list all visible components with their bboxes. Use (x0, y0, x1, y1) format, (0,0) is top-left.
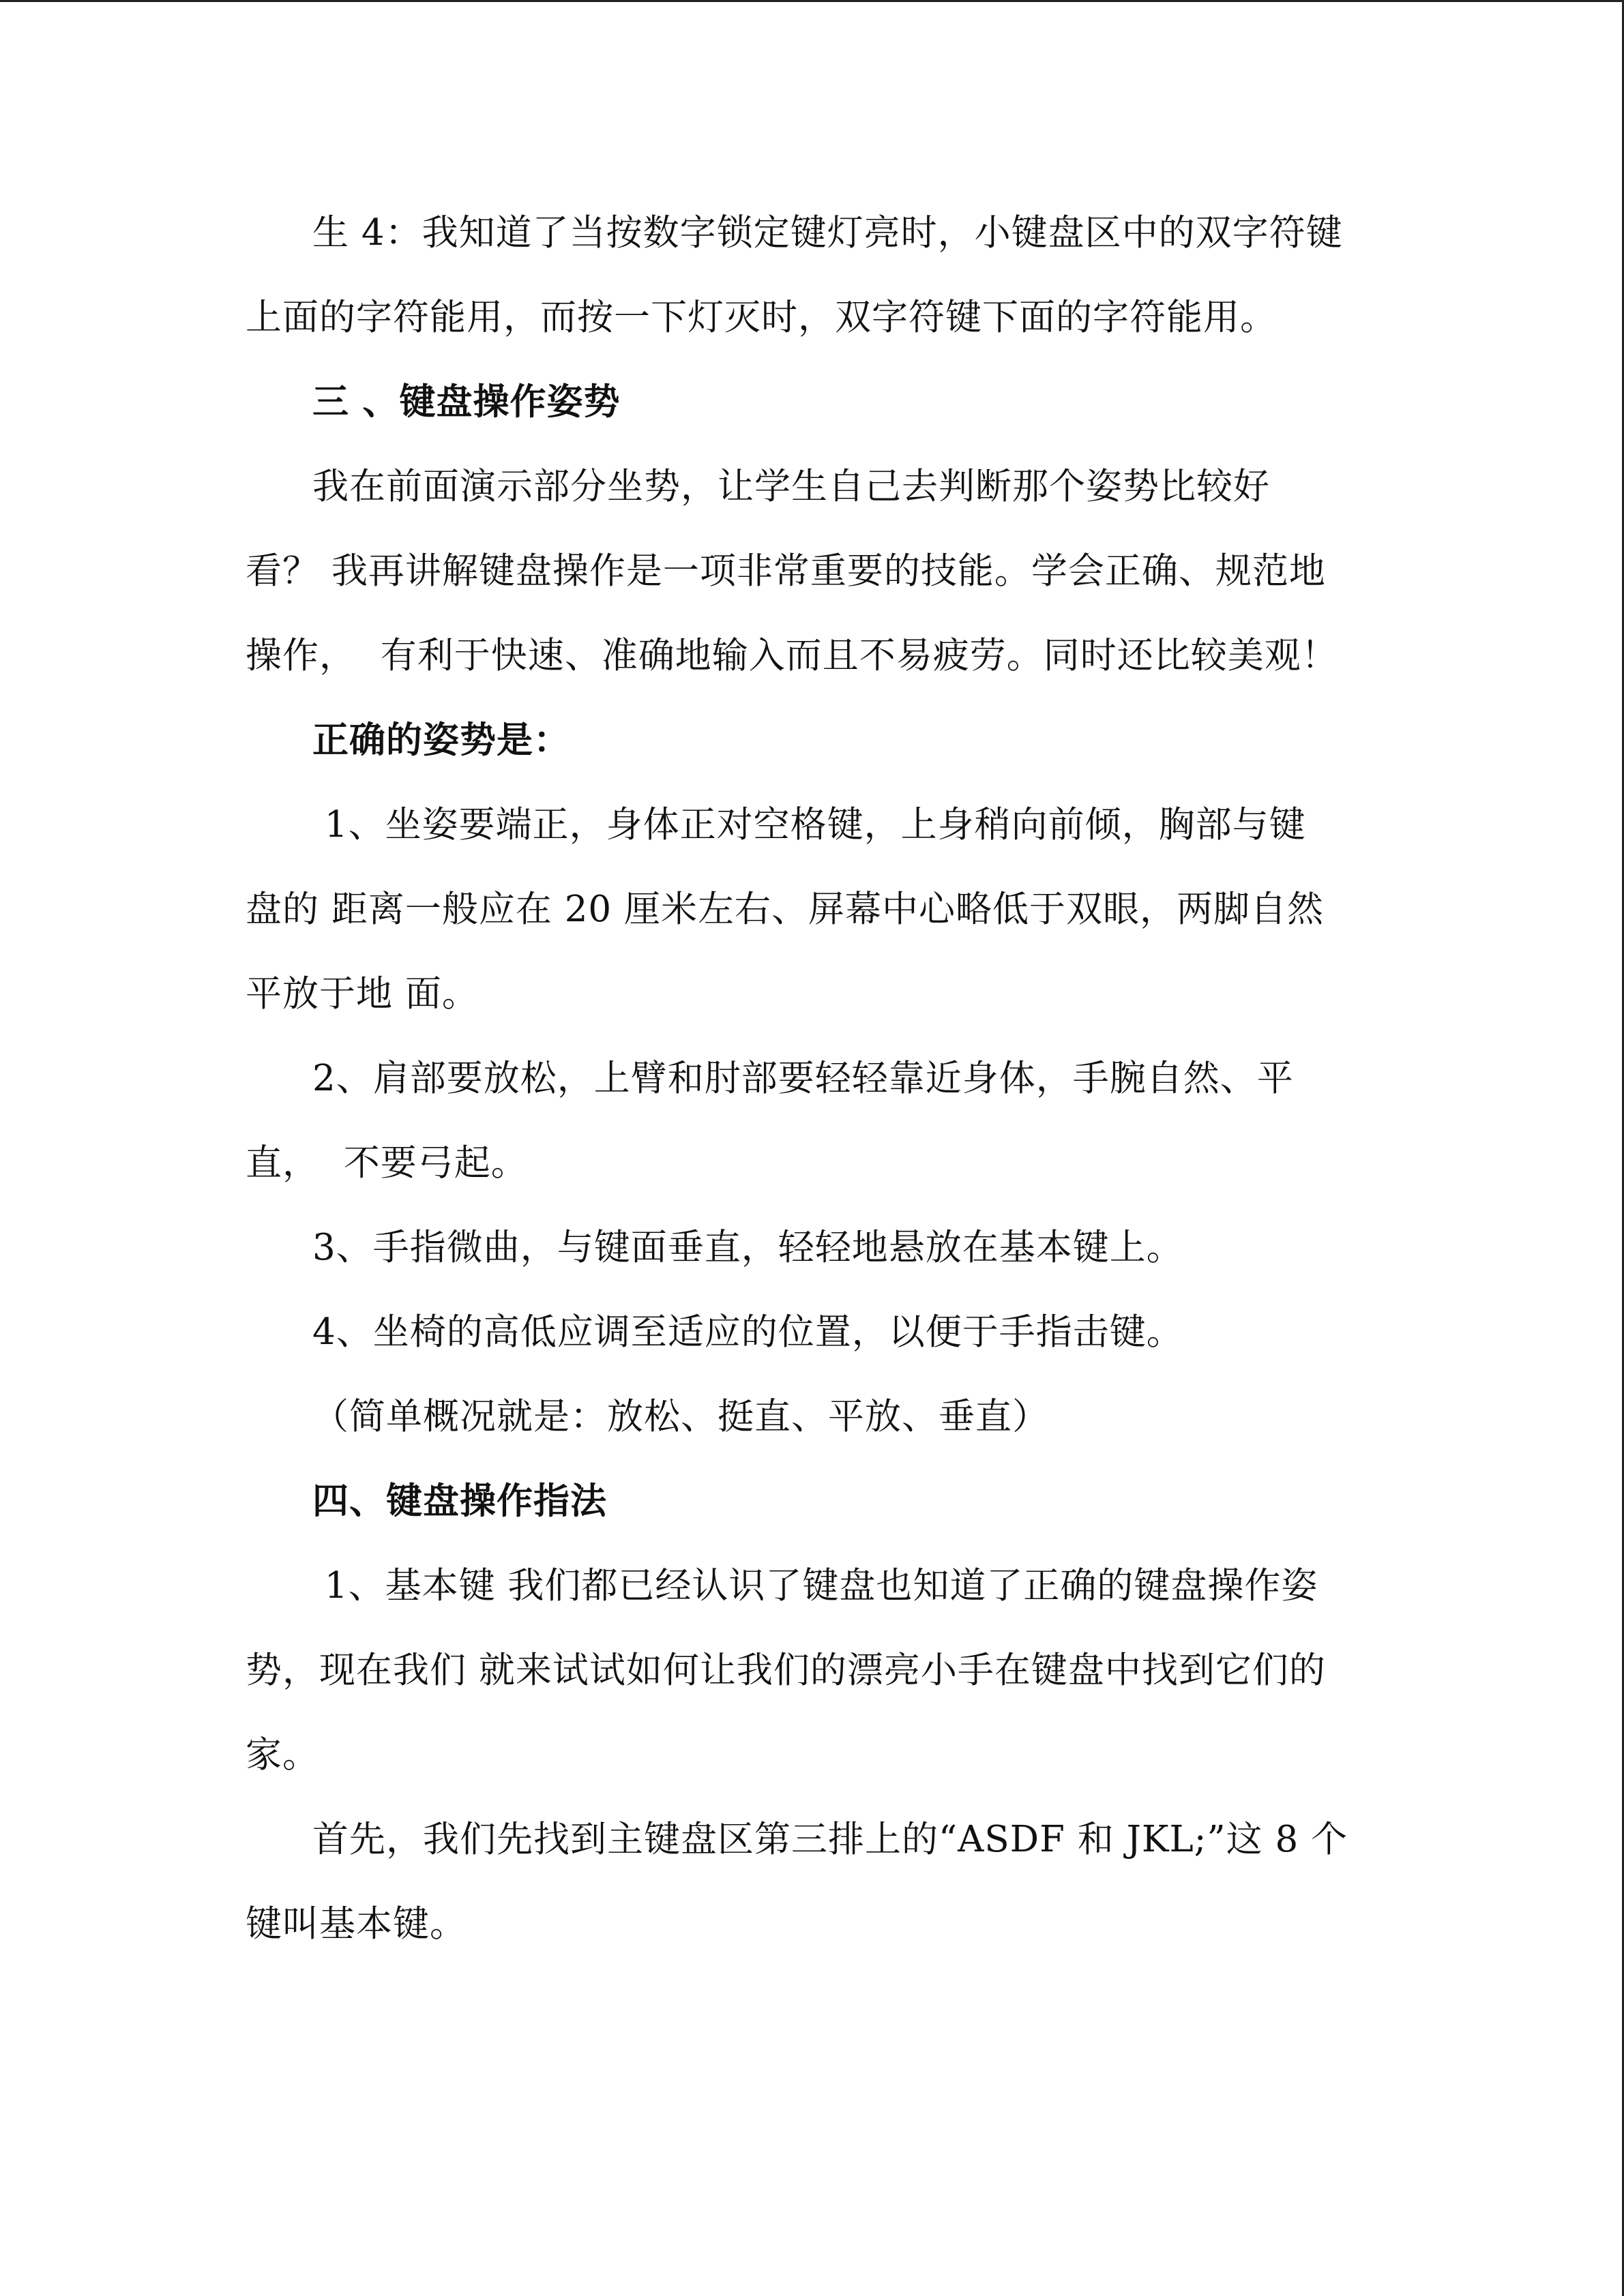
paragraph-home-keys (246, 1544, 1378, 1798)
paragraph-posture-item-3 (246, 1206, 1378, 1290)
text-line: 我在前面演示部分坐势，让学生自己去判断那个姿势比较好 (312, 466, 1270, 507)
text-line: 直， 不要弓起。 (246, 1142, 528, 1184)
text-line: 家。 (246, 1734, 319, 1776)
text-line: 键叫基本键。 (246, 1903, 467, 1945)
text-line: 平放于地 面。 (246, 973, 479, 1015)
paragraph-student-4 (246, 191, 1378, 360)
section-heading-fingering (246, 1459, 1378, 1544)
text-line: 势，现在我们 就来试试如何让我们的漂亮小手在键盘中找到它们的 (246, 1650, 1326, 1691)
heading-text: 四、键盘操作指法 (312, 1480, 607, 1522)
page-border-top (0, 0, 1624, 2)
text-line: 1、基本键 我们都已经认识了键盘也知道了正确的键盘操作姿 (312, 1565, 1318, 1607)
paragraph-posture-item-4 (246, 1290, 1378, 1375)
heading-text: 三 、键盘操作姿势 (312, 381, 621, 423)
paragraph-posture-item-2 (246, 1037, 1378, 1206)
section-heading-posture (246, 360, 1378, 445)
text-line: 盘的 距离一般应在 20 厘米左右、屏幕中心略低于双眼，两脚自然 (246, 889, 1324, 930)
text-line: 看？ 我再讲解键盘操作是一项非常重要的技能。学会正确、规范地 (246, 550, 1326, 592)
text-line: 生 4：我知道了当按数字锁定键灯亮时，小键盘区中的双字符键 (312, 212, 1343, 254)
text-line: 上面的字符能用，而按一下灯灭时，双字符键下面的字符能用。 (246, 297, 1277, 338)
subheading-correct-posture (246, 698, 1378, 783)
text-line: 1、坐姿要端正，身体正对空格键，上身稍向前倾，胸部与键 (312, 804, 1306, 846)
heading-text: 正确的姿势是： (312, 719, 570, 761)
paragraph-find-home-keys (246, 1798, 1378, 1967)
text-line: 2、肩部要放松，上臂和肘部要轻轻靠近身体，手腕自然、平 (312, 1058, 1294, 1099)
paragraph-posture-item-1 (246, 783, 1378, 1037)
document-body (246, 191, 1378, 1967)
text-line: （简单概况就是：放松、挺直、平放、垂直） (312, 1396, 1049, 1437)
text-line: 操作， 有利于快速、准确地输入而且不易疲劳。同时还比较美观！ (246, 635, 1338, 676)
text-line: 4、坐椅的高低应调至适应的位置，以便于手指击键。 (312, 1311, 1183, 1353)
text-line: 首先，我们先找到主键盘区第三排上的“ASDF 和 JKL;”这 8 个 (312, 1819, 1348, 1860)
paragraph-posture-intro (246, 445, 1378, 698)
paragraph-posture-summary (246, 1375, 1378, 1459)
text-line: 3、手指微曲，与键面垂直，轻轻地悬放在基本键上。 (312, 1227, 1183, 1268)
